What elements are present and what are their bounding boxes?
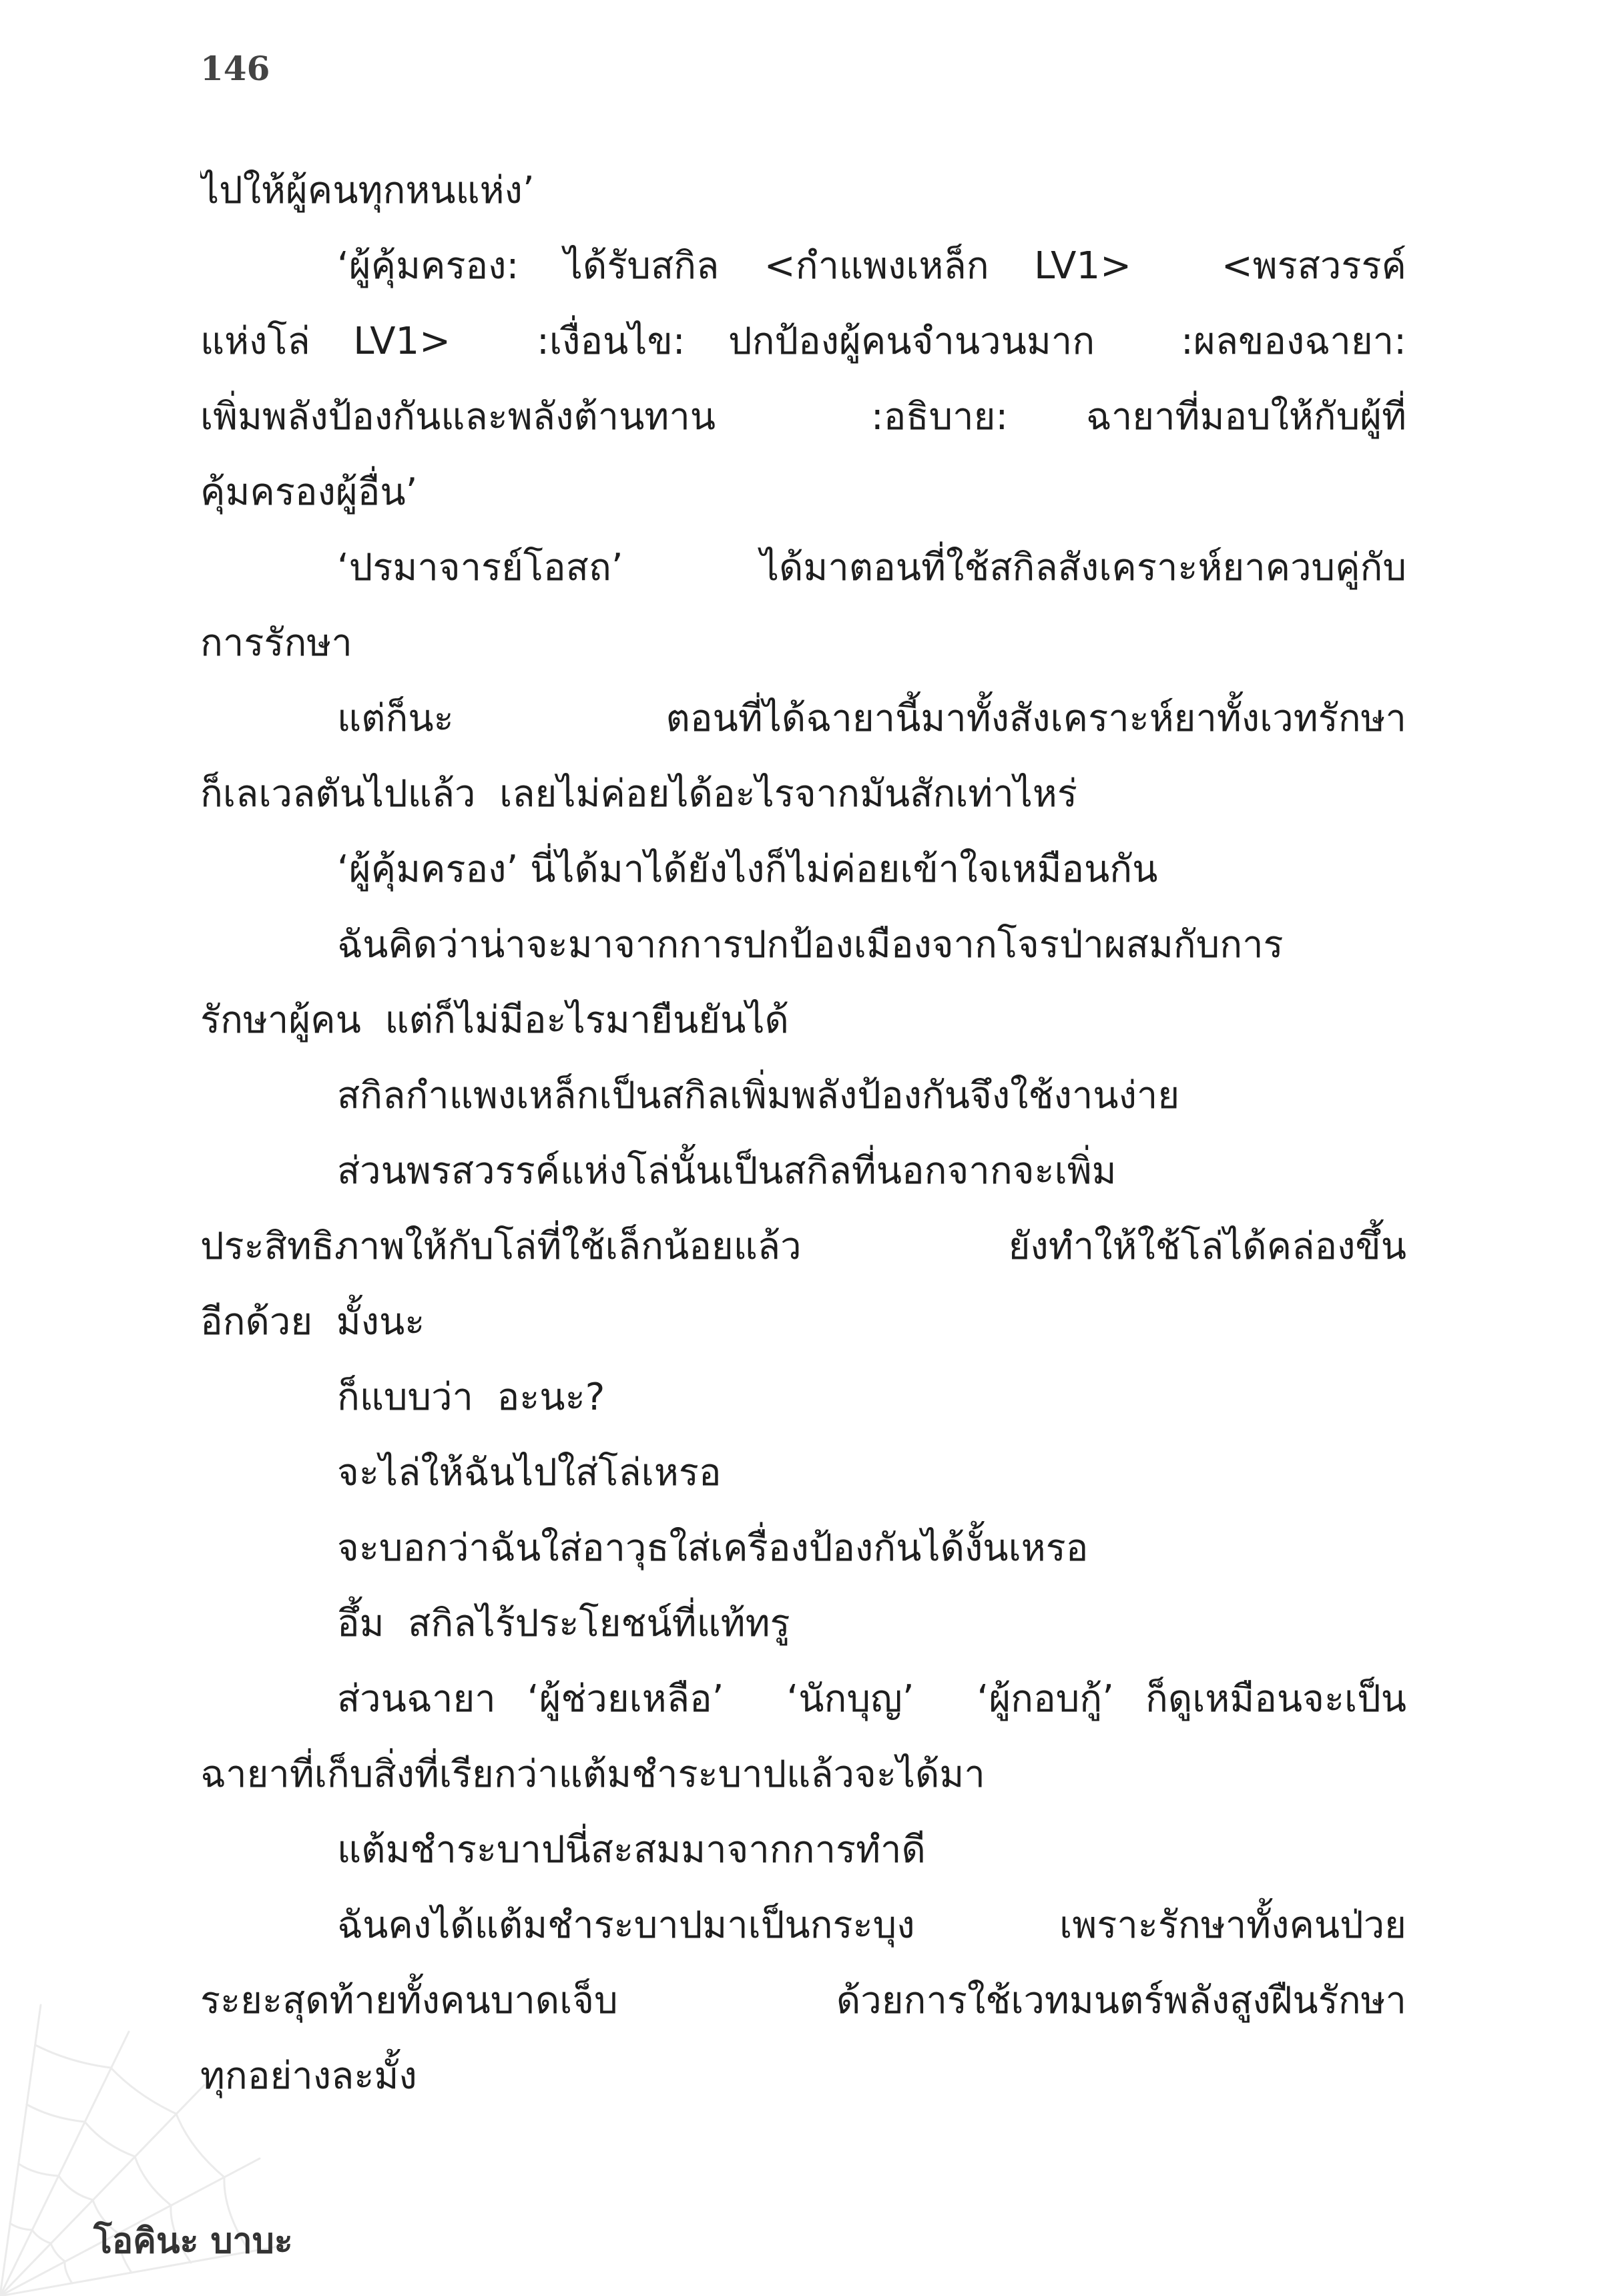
paragraph — [200, 1661, 1406, 1812]
paragraph — [200, 153, 1406, 228]
text-line: ทุกอย่างละมั้ง — [200, 2054, 417, 2098]
text-line: ฉายาที่เก็บสิ่งที่เรียกว่าแต้มชำระบาปแล้วจะได้มา — [200, 1753, 985, 1796]
paragraph — [200, 1812, 1406, 1888]
body-text — [200, 153, 1406, 2114]
text-line: แห่งโล่ LV1> :เงื่อนไข: ปกป้องผู้คนจำนวนมาก :ผลของฉายา: — [200, 320, 1406, 363]
text-line: การรักษา — [200, 621, 352, 665]
paragraph — [200, 228, 1406, 530]
text-line: อึ้ม สกิลไร้ประโยชน์ที่แท้ทรู — [337, 1602, 790, 1645]
paragraph — [200, 1888, 1406, 2114]
text-line: ฉันคงได้แต้มชำระบาปมาเป็นกระบุง เพราะรักษาทั้งคนป่วย — [337, 1904, 1406, 1947]
paragraph — [200, 1510, 1406, 1586]
text-line: ส่วนพรสวรรค์แห่งโล่นั้นเป็นสกิลที่นอกจากจะเพิ่ม — [337, 1149, 1117, 1193]
paragraph — [200, 1360, 1406, 1435]
paragraph — [200, 1133, 1406, 1360]
text-line: ส่วนฉายา ‘ผู้ช่วยเหลือ’ ‘นักบุญ’ ‘ผู้กอบกู้’ ก็ดูเหมือนจะเป็น — [337, 1677, 1406, 1721]
text-line: ไปให้ผู้คนทุกหนแห่ง’ — [200, 169, 535, 212]
text-line: ‘ปรมาจารย์โอสถ’ ได้มาตอนที่ใช้สกิลสังเคราะห์ยาควบคู่กับ — [337, 546, 1406, 589]
text-line: ก็แบบว่า อะนะ? — [337, 1376, 605, 1419]
text-line: ‘ผู้คุ้มครอง’ นี่ได้มาได้ยังไงก็ไม่ค่อยเข้าใจเหมือนกัน — [337, 848, 1158, 891]
paragraph — [200, 1435, 1406, 1510]
text-line: สกิลกำแพงเหล็กเป็นสกิลเพิ่มพลังป้องกันจึงใช้งานง่าย — [337, 1074, 1180, 1117]
paragraph — [200, 681, 1406, 832]
paragraph — [200, 530, 1406, 681]
author-name-footer: โอคินะ บาบะ — [93, 2221, 293, 2261]
text-line: ก็เลเวลตันไปแล้ว เลยไม่ค่อยได้อะไรจากมันสักเท่าไหร่ — [200, 772, 1077, 816]
text-line: คุ้มครองผู้อื่น’ — [200, 471, 418, 514]
text-line: ระยะสุดท้ายทั้งคนบาดเจ็บ ด้วยการใช้เวทมนตร์พลังสูงฝืนรักษา — [200, 1979, 1406, 2022]
text-line: เพิ่มพลังป้องกันและพลังต้านทาน :อธิบาย: ฉายาที่มอบให้กับผู้ที่ — [200, 395, 1406, 439]
paragraph — [200, 1058, 1406, 1133]
page-number: 146 — [200, 49, 270, 88]
text-line: แต้มชำระบาปนี่สะสมมาจากการทำดี — [337, 1828, 926, 1872]
paragraph — [200, 1586, 1406, 1661]
text-line: ประสิทธิภาพให้กับโล่ที่ใช้เล็กน้อยแล้ว ยังทำให้ใช้โล่ได้คล่องขึ้น — [200, 1225, 1406, 1268]
text-line: ‘ผู้คุ้มครอง: ได้รับสกิล <กำแพงเหล็ก LV1> <พรสวรรค์ — [337, 244, 1406, 288]
text-line: จะบอกว่าฉันใส่อาวุธใส่เครื่องป้องกันได้งั้นเหรอ — [337, 1526, 1089, 1570]
paragraph — [200, 907, 1406, 1058]
text-line: จะไล่ให้ฉันไปใส่โล่เหรอ — [337, 1451, 722, 1494]
text-line: แต่ก็นะ ตอนที่ได้ฉายานี้มาทั้งสังเคราะห์ยาทั้งเวทรักษา — [337, 697, 1406, 740]
paragraph — [200, 832, 1406, 907]
text-line: ฉันคิดว่าน่าจะมาจากการปกป้องเมืองจากโจรป่าผสมกับการ — [337, 923, 1284, 966]
text-line: รักษาผู้คน แต่ก็ไม่มีอะไรมายืนยันได้ — [200, 998, 789, 1042]
text-line: อีกด้วย มั้งนะ — [200, 1300, 425, 1344]
